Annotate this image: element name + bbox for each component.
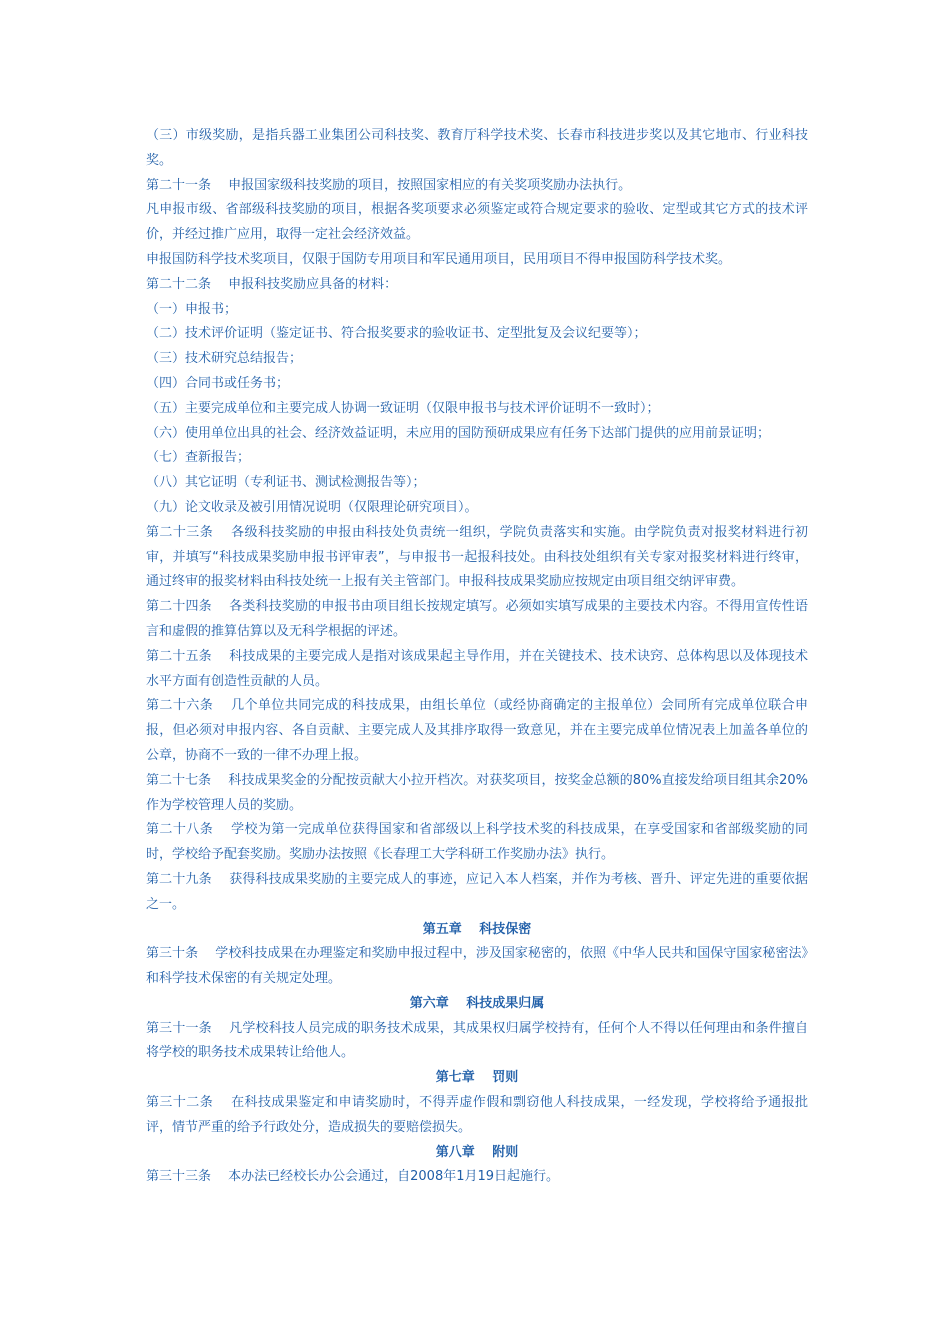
chapter-heading: 第七章 罚则 bbox=[435, 1070, 519, 1086]
paragraph: 第三十二条 在科技成果鉴定和申请奖励时，不得弄虚作假和剽窃他人科技成果，一经发现，学校将给予通报批评，情节严重的给予行政处分，造成损失的要赔偿损失。 bbox=[146, 1095, 808, 1135]
paragraph: 第二十八条 学校为第一完成单位获得国家和省部级以上科学技术奖的科技成果，在享受国家和省部级奖励的同时，学校给予配套奖励。奖励办法按照《长春理工大学科研工作奖励办法》执行。 bbox=[146, 822, 808, 863]
list-item: （八）其它证明（专利证书、测试检测报告等）； bbox=[146, 475, 426, 491]
paragraph: 第二十一条 申报国家级科技奖励的项目，按照国家相应的有关奖项奖励办法执行。 bbox=[146, 177, 632, 193]
paragraph: 凡申报市级、省部级科技奖励的项目，根据各奖项要求必须鉴定或符合规定要求的验收、定型或其它方式的技术评价，并经过推广应用，取得一定社会经济效益。 bbox=[146, 202, 808, 243]
paragraph: 第二十二条 申报科技奖励应具备的材料： bbox=[146, 276, 398, 292]
paragraph: 第二十九条 获得科技成果奖励的主要完成人的事迹，应记入本人档案，并作为考核、晋升、评定先进的重要依据之一。 bbox=[146, 871, 808, 912]
list-item: （五）主要完成单位和主要完成人协调一致证明（仅限申报书与技术评价证明不一致时）； bbox=[146, 400, 660, 416]
paragraph: 第二十四条 各类科技奖励的申报书由项目组长按规定填写。必须如实填写成果的主要技术内容。不得用宣传性语言和虚假的推算估算以及无科学根据的评述。 bbox=[146, 599, 808, 639]
list-item: （四）合同书或任务书； bbox=[146, 375, 290, 391]
paragraph: 第二十七条 科技成果奖金的分配按贡献大小拉开档次。对获奖项目，按奖金总额的80%直接发给项目组其余20%作为学校管理人员的奖励。 bbox=[146, 772, 808, 813]
chapter-heading: 第五章 科技保密 bbox=[422, 921, 532, 937]
paragraph: 第二十三条 各级科技奖励的申报由科技处负责统一组织，学院负责落实和实施。由学院负责对报奖材料进行初审，并填写“科技成果奖励申报书评审表”，与申报书一起报科技处。由科技处组织有关专家对报奖材料进行终审，通过终审的报奖材料由科技处统一上报有关主管部门。申报科技成果奖励应按规定由项目组交纳评审费。 bbox=[146, 524, 808, 590]
paragraph: （三）市级奖励，是指兵器工业集团公司科技奖、教育厅科学技术奖、长春市科技进步奖以及其它地市、行业科技奖。 bbox=[146, 128, 808, 168]
paragraph: 第三十三条 本办法已经校长办公会通过，自2008年1月19日起施行。 bbox=[146, 1169, 560, 1185]
list-item: （九）论文收录及被引用情况说明（仅限理论研究项目）。 bbox=[146, 499, 478, 515]
paragraph: 第三十一条 凡学校科技人员完成的职务技术成果，其成果权归属学校持有，任何个人不得以任何理由和条件擅自将学校的职务技术成果转让给他人。 bbox=[146, 1020, 808, 1061]
paragraph: 第二十六条 几个单位共同完成的科技成果，由组长单位（或经协商确定的主报单位）会同所有完成单位联合申报，但必须对申报内容、各自贡献、主要完成人及其排序取得一致意见，并在主要完成单位情况表上加盖各单位的公章，协商不一致的一律不办理上报。 bbox=[146, 698, 808, 763]
document-body bbox=[146, 124, 808, 1190]
chapter-heading: 第八章 附则 bbox=[435, 1144, 519, 1160]
paragraph: 第三十条 学校科技成果在办理鉴定和奖励申报过程中，涉及国家秘密的，依照《中华人民共和国保守国家秘密法》和科学技术保密的有关规定处理。 bbox=[146, 946, 808, 987]
list-item: （二）技术评价证明（鉴定证书、符合报奖要求的验收证书、定型批复及会议纪要等）； bbox=[146, 326, 647, 342]
paragraph: 第二十五条 科技成果的主要完成人是指对该成果起主导作用，并在关键技术、技术诀窍、总体构思以及体现技术水平方面有创造性贡献的人员。 bbox=[146, 648, 808, 689]
list-item: （一）申报书； bbox=[146, 301, 238, 317]
chapter-heading: 第六章 科技成果归属 bbox=[409, 995, 545, 1011]
list-item: （三）技术研究总结报告； bbox=[146, 351, 303, 367]
list-item: （七）查新报告； bbox=[146, 450, 251, 466]
list-item: （六）使用单位出具的社会、经济效益证明，未应用的国防预研成果应有任务下达部门提供的应用前景证明； bbox=[146, 425, 771, 441]
paragraph: 申报国防科学技术奖项目，仅限于国防专用项目和军民通用项目，民用项目不得申报国防科学技术奖。 bbox=[146, 251, 732, 267]
